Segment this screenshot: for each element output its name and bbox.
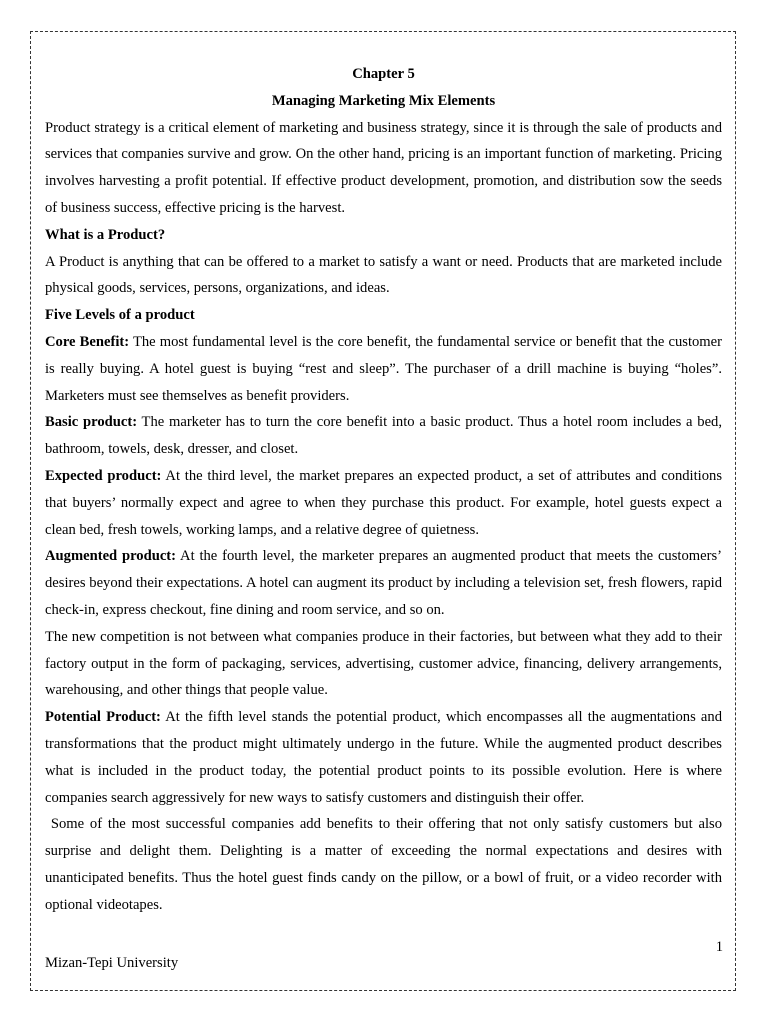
potential-product-label: Potential Product:: [45, 709, 161, 726]
what-is-product-heading: What is a Product?: [45, 226, 166, 243]
augmented-product-label: Augmented product:: [45, 548, 177, 565]
chapter-heading: Chapter 5: [352, 66, 415, 82]
expected-product-label: Expected product:: [45, 467, 162, 484]
expected-product-paragraph: [45, 463, 722, 543]
core-benefit-text: The most fundamental level is the core benefit, the fundamental service or benefit that the customer is really buying. A hotel guest is buying “rest and sleep”. The purchaser of a drill machine is buying “holes”. Marketers must see themselves as benefit providers.: [45, 333, 722, 404]
footer-text: Mizan-Tepi University: [45, 955, 179, 971]
augmented-product-text: At the fourth level, the marketer prepares an augmented product that meets the customers’ desires beyond their expectations. A hotel can augment its product by including a television set, fresh flowers, rapid check-in, express checkout, fine dining and room service, and so on.: [45, 548, 722, 618]
core-benefit-paragraph: [45, 329, 722, 409]
basic-product-paragraph: [45, 409, 722, 463]
basic-product-text: The marketer has to turn the core benefit into a basic product. Thus a hotel room includes a bed, bathroom, towels, desk, dresser, and closet.: [45, 414, 723, 458]
chapter-title: Managing Marketing Mix Elements: [271, 92, 496, 109]
page-content: [45, 61, 726, 919]
delight-paragraph: Some of the most successful companies add benefits to their offering that not only satisfy customers but also surprise and delight them. Delighting is a matter of exceeding the normal expectations and desires with unanticipated benefits. Thus the hotel guest finds candy on the pillow, or a bowl of fruit, or a video recorder with optional videotapes.: [45, 816, 726, 913]
potential-product-paragraph: [45, 704, 722, 811]
page-number: 1: [715, 939, 723, 955]
core-benefit-label: Core Benefit:: [45, 333, 130, 350]
expected-product-text: At the third level, the market prepares an expected product, a set of attributes and conditions that buyers’ normally expect and agree to when they purchase this product. For example, hotel guests expect a clean bed, fresh towels, working lamps, and a relative degree of quietness.: [45, 467, 722, 538]
competition-paragraph: The new competition is not between what companies produce in their factories, but between what they add to their factory output in the form of packaging, services, advertising, customer advice, financing, delivery arrangements, warehousing, and other things that people value.: [45, 628, 722, 699]
basic-product-label: Basic product:: [45, 414, 138, 431]
intro-paragraph: Product strategy is a critical element of marketing and business strategy, since it is through the sale of products and services that companies survive and grow. On the other hand, pricing is an important function of marketing. Pricing involves harvesting a profit potential. If effective product development, promotion, and distribution sow the seeds of business success, effective pricing is the harvest.: [45, 119, 722, 216]
five-levels-heading: Five Levels of a product: [45, 307, 195, 324]
what-is-product-paragraph: A Product is anything that can be offered to a market to satisfy a want or need. Products that are marketed include physical goods, services, persons, organizations, and ideas.: [45, 253, 722, 297]
potential-product-text: At the fifth level stands the potential product, which encompasses all the augmentations and transformations that the product might ultimately undergo in the future. While the augmented product describes what is included in the product today, the potential product points to its possible evolution. Here is where companies search aggressively for new ways to satisfy customers and distinguish their offer.: [45, 709, 722, 806]
augmented-product-paragraph: [45, 543, 722, 623]
